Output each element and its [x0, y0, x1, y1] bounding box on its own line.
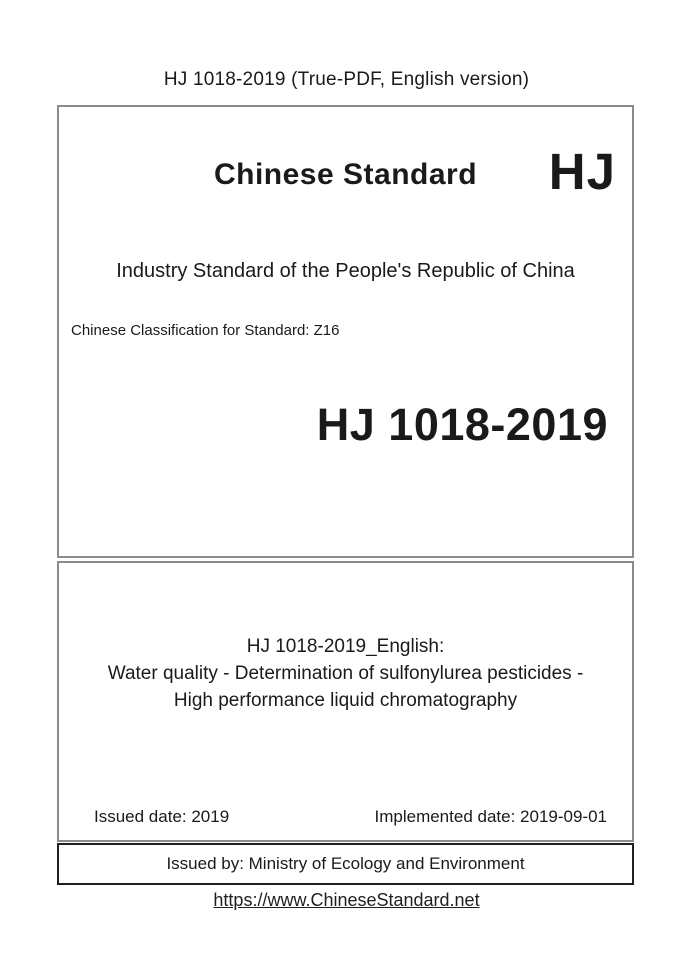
english-title-line-1: HJ 1018-2019_English: — [246, 636, 445, 657]
website-link[interactable]: https://www.ChineseStandard.net — [213, 890, 480, 910]
standard-prefix-code: HJ — [548, 143, 616, 200]
standard-number: HJ 1018-2019 — [316, 399, 608, 450]
english-title-line-2: Water quality - Determination of sulfonylurea pesticides - — [107, 663, 584, 684]
classification-label: Chinese Classification for Standard: Z16 — [71, 322, 340, 339]
standard-title-box — [57, 105, 634, 558]
issued-date-label: Issued date: 2019 — [94, 807, 230, 826]
document-header-title: HJ 1018-2019 (True-PDF, English version) — [163, 69, 530, 90]
standard-type-label: Industry Standard of the People's Republic of China — [116, 260, 575, 282]
issued-by-label: Issued by: Ministry of Ecology and Environment — [166, 854, 525, 873]
implemented-date-label: Implemented date: 2019-09-01 — [374, 807, 607, 826]
dates-row — [94, 807, 607, 827]
issuer-box — [57, 843, 634, 885]
english-title-block — [59, 633, 632, 714]
english-title-box — [57, 561, 634, 842]
brand-title: Chinese Standard — [213, 158, 478, 191]
english-title-line-3: High performance liquid chromatography — [173, 690, 518, 711]
